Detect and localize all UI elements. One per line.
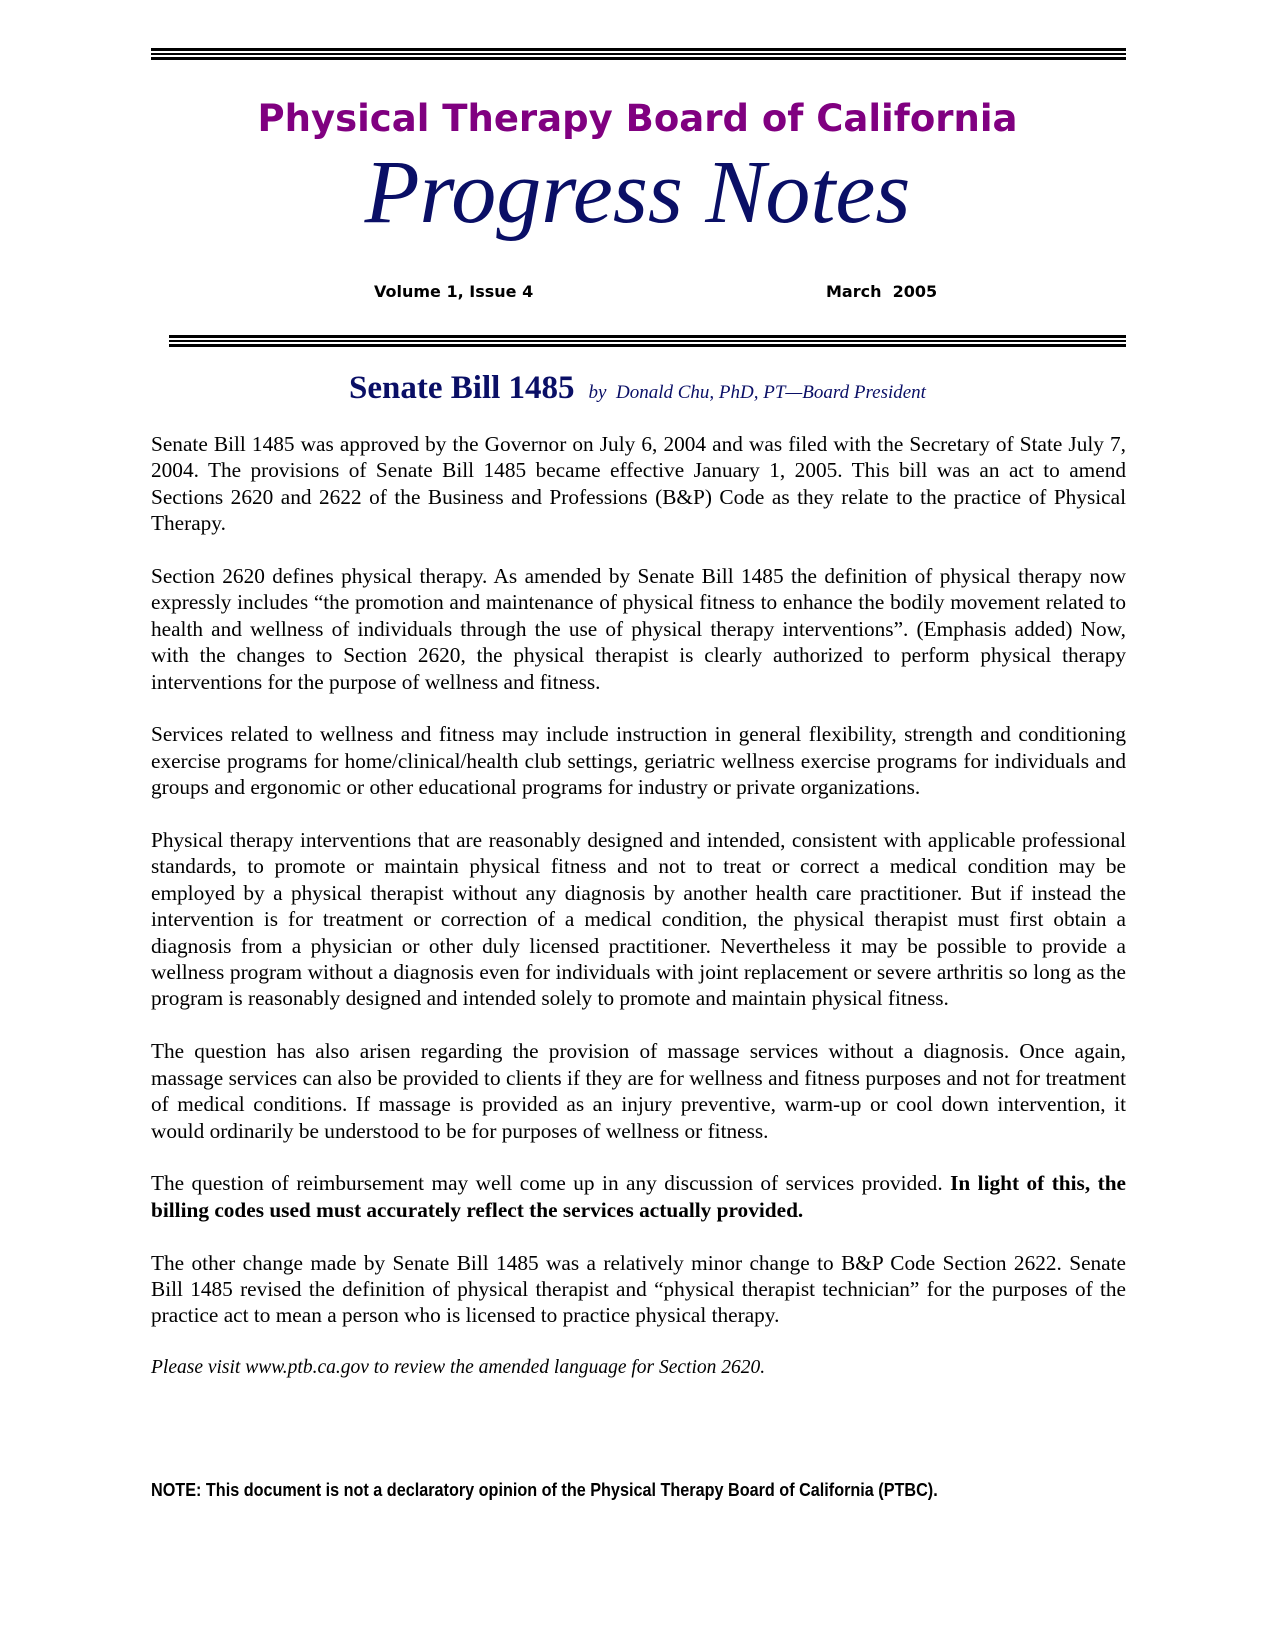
paragraph: The other change made by Senate Bill 1485 was a relatively minor change to B&P Code Section 2622. Senate Bill 1485 revised the definition of physical therapist and “physical therapist technician” for the purposes of the practice act to mean a person who is licensed to practice physical therapy. — [151, 1250, 1126, 1328]
paragraph: The question has also arisen regarding the provision of massage services without a diagnosis. Once again, massage services can also be provided to clients if they are for wellness and fitness purposes and not for treatment of medical conditions. If massage is provided as an injury preventive, warm-up or cool down intervention, it would ordinarily be understood to be for purposes of wellness or fitness. — [151, 1039, 1126, 1143]
article-title: Senate Bill 1485 — [349, 370, 575, 406]
paragraph: Senate Bill 1485 was approved by the Governor on July 6, 2004 and was filed with the Secretary of State July 7, 2004. The provisions of Senate Bill 1485 became effective January 1, 2005. This bill was an act to amend Sections 2620 and 2622 of the Business and Professions (B&P) Code as they relate to the practice of Physical Therapy. — [151, 432, 1126, 536]
paragraph: Section 2620 defines physical therapy. As amended by Senate Bill 1485 the definition of physical therapy now expressly includes “the promotion and maintenance of physical fitness to enhance the bodily movement related to health and wellness of individuals through the use of physical therapy interventions”. (Emphasis added) Now, with the changes to Section 2620, the physical therapist is clearly authorized to perform physical therapy interventions for the purpose of wellness and fitness. — [151, 564, 1126, 694]
article-byline: by Donald Chu, PhD, PT—Board President — [588, 382, 926, 403]
paragraph: Physical therapy interventions that are reasonably designed and intended, consistent with applicable professional standards, to promote or maintain physical fitness and not to treat or correct a medical condition may be employed by a physical therapist without any diagnosis by another health care practitioner. But if instead the intervention is for treatment or correction of a medical condition, the physical therapist must first obtain a diagnosis from a physician or other duly licensed practitioner. Nevertheless it may be possible to provide a wellness program without a diagnosis even for individuals with joint replacement or severe arthritis so long as the program is reasonably designed and intended solely to promote and maintain physical fitness. — [151, 828, 1126, 1011]
reimbursement-paragraph — [151, 1170, 1126, 1223]
article-body — [151, 431, 1126, 1382]
organization-title: Physical Therapy Board of California — [257, 97, 1018, 140]
top-double-rule — [151, 48, 1126, 60]
issue-volume: Volume 1, Issue 4 — [374, 282, 534, 301]
disclaimer-note: NOTE: This document is not a declaratory opinion of the Physical Therapy Board of California (PTBC). — [151, 1480, 938, 1500]
paragraph: Services related to wellness and fitness may include instruction in general flexibility, strength and conditioning exercise programs for home/clinical/health club settings, geriatric wellness exercise programs for individuals and groups and ergonomic or other educational programs for industry or private organizations. — [151, 722, 1126, 800]
visit-website-note: Please visit www.ptb.ca.gov to review the amended language for Section 2620. — [151, 1357, 766, 1379]
issue-date: March 2005 — [826, 282, 938, 301]
reimbursement-emphasis: In light of this, the billing codes used must accurately reflect the services actually provided. — [151, 1171, 1126, 1222]
header-double-rule — [169, 335, 1126, 347]
reimbursement-text: The question of reimbursement may well come up in any discussion of services provided. — [151, 1171, 951, 1196]
newsletter-title: Progress Notes — [364, 143, 911, 242]
article-heading — [0, 370, 1275, 407]
